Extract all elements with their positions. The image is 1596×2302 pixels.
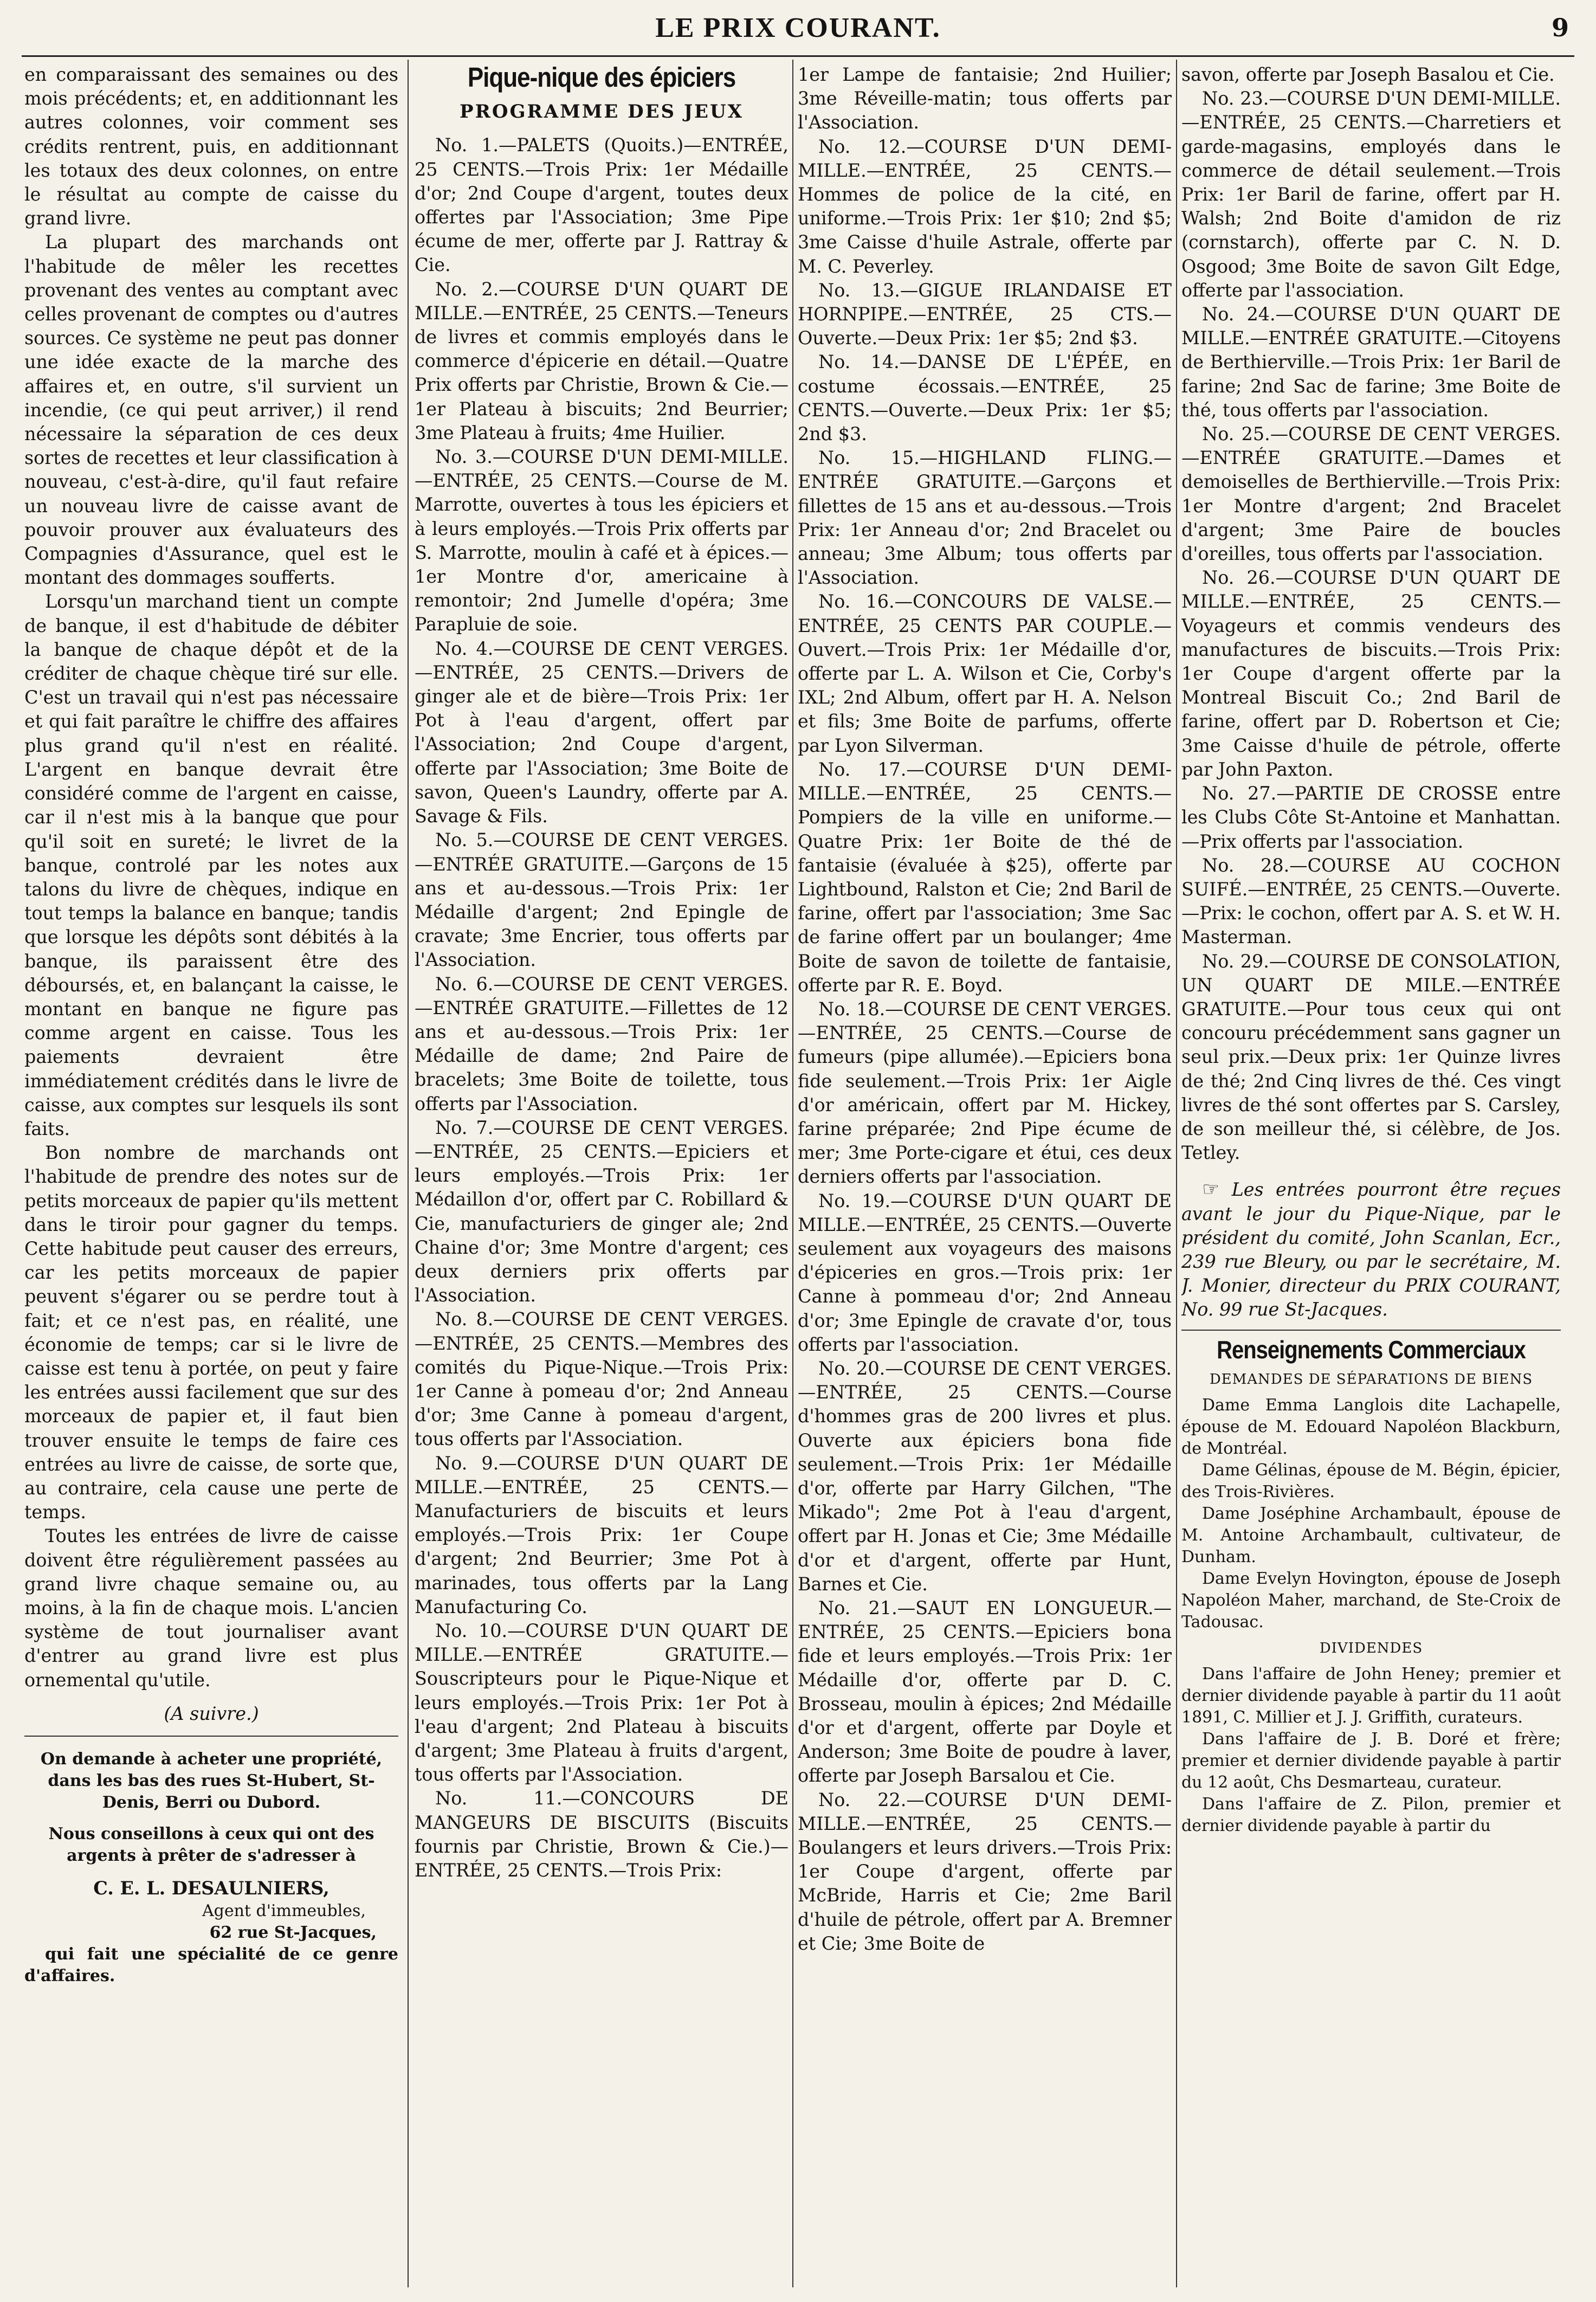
program-entry: No. 2.—COURSE D'UN QUART DE MILLE.—ENTRÉE, 25 CENTS.—Teneurs de livres et commis employés dans le commerce d'épicerie en détail.—Quatre Prix offerts par Christie, Brown & Cie.—1er Plateau à biscuits; 2nd Beurrier; 3me Plateau à fruits; 4me Huilier. [415,278,789,443]
separations-title: DEMANDES DE SÉPARATIONS DE BIENS [1209,1371,1533,1388]
program-entry: No. 12.—COURSE D'UN DEMI-MILLE.—ENTRÉE, 25 CENTS.—Hommes de police de la cité, en uniforme.—Trois Prix: 1er $10; 2nd $5; 3me Caisse d'huile Astrale, offerte par M. C. Peverley. [798,136,1172,277]
program-entry: No. 17.—COURSE D'UN DEMI-MILLE.—ENTRÉE, 25 CENTS.—Pompiers de la ville en uniforme.—Quatre Prix: 1er Boite de thé de fantaisie (évaluée à $25), offerte par Lightbound, Ralston et Cie; 2nd Baril de farine, offert par l'association; 3me Sac de farine offert par un boulanger; 4me Boite de savon de toilette de fantaisie, offerte par R. E. Boyd. [798,758,1172,996]
section-title: Renseignements Commerciaux [1217,1336,1526,1364]
program-entry: savon, offerte par Joseph Basalou et Cie. [1181,64,1555,85]
divider [1181,1330,1561,1331]
program-entry: No. 11.—CONCOURS DE MANGEURS DE BISCUITS (Biscuits fournis par Christie, Brown & Cie.)—ENTRÉE, 25 CENTS.—Trois Prix: [415,1788,789,1881]
program-entry: No. 7.—COURSE DE CENT VERGES.—ENTRÉE, 25 CENTS.—Epiciers et leurs employés.—Trois Prix: 1er Médaillon d'or, offert par C. Robillard & Cie, manufacturiers de ginger ale; 2nd Chaine d'or; 3me Montre d'argent; ces deux derniers prix offerts par l'Association. [415,1117,789,1306]
dividend-entry: Dans l'affaire de Z. Pilon, premier et dernier dividende payable à partir du [1181,1795,1561,1836]
program-entry: No. 26.—COURSE D'UN QUART DE MILLE.—ENTRÉE, 25 CENTS.—Voyageurs et commis vendeurs des manufactures de biscuits.—Trois Prix: 1er Coupe d'argent offerte par la Montreal Biscuit Co.; 2nd Baril de farine, offert par D. Robertson et Cie; 3me Caisse d'huile de pétrole, offerte par John Paxton. [1181,567,1561,780]
program-entry: No. 22.—COURSE D'UN DEMI-MILLE.—ENTRÉE, 25 CENTS.—Boulangers et leurs drivers.—Trois Prix: 1er Coupe d'argent, offerte par McBride, Harris et Cie; 2me Baril d'huile de pétrole, offert par A. Bremner et Cie; 3me Boite de [798,1789,1172,1954]
advertiser-name: C. E. L. DESAULNIERS, [93,1878,329,1899]
program-entry: No. 1.—PALETS (Quoits.)—ENTRÉE, 25 CENTS.—Trois Prix: 1er Médaille d'or; 2nd Coupe d'argent, toutes deux offertes par l'Association; 3me Pipe écume de mer, offerte par J. Rattray & Cie. [415,134,789,276]
program-entry: No. 20.—COURSE DE CENT VERGES.—ENTRÉE, 25 CENTS.—Course d'hommes gras de 200 livres et plus. Ouverte aux épiciers bona fide seulement.—Trois Prix: 1er Médaille d'or, offerte par Harry Gilchen, "The Mikado"; 2me Pot à l'eau d'argent, offert par H. Jonas et Cie; 3me Médaille d'or et d'argent, offerte par Hunt, Barnes et Cie. [798,1357,1172,1595]
notice-text: Les entrées pourront être reçues avant le jour du Pique-Nique, par le président du comité, John Scanlan, Ecr., 239 rue Bleury, ou par le secrétaire, M. J. Monier, directeur du PRIX COURANT, No. 99 rue St-Jacques. [1181,1179,1561,1320]
separation-entry: Dame Gélinas, épouse de M. Bégin, épicier, des Trois-Rivières. [1181,1460,1561,1501]
pointing-hand-icon: ☞ [1202,1178,1220,1201]
dividend-entry: Dans l'affaire de J. B. Doré et frère; premier et dernier dividende payable à partir du 12 août, Chs Desmarteau, curateur. [1181,1730,1561,1792]
program-entry: No. 24.—COURSE D'UN QUART DE MILLE.—ENTRÉE GRATUITE.—Citoyens de Berthierville.—Trois Prix: 1er Baril de farine; 2nd Sac de farine; 3me Boite de thé, tous offerts par l'association. [1181,304,1561,421]
newspaper-title: LE PRIX COURANT. [655,12,941,43]
program-entry: No. 28.—COURSE AU COCHON SUIFÉ.—ENTRÉE, 25 CENTS.—Ouverte.—Prix: le cochon, offert par A. S. et W. H. Masterman. [1181,854,1561,948]
program-entry: No. 15.—HIGHLAND FLING.—ENTRÉE GRATUITE.—Garçons et fillettes de 15 ans et au-dessous.—Trois Prix: 1er Anneau d'or; 2nd Bracelet ou anneau; 3me Album; tous offerts par l'Association. [798,447,1172,589]
dividend-entry: Dans l'affaire de John Heney; premier et dernier dividende payable à partir du 11 août 1891, C. Millier et J. J. Griffith, curateurs. [1181,1665,1561,1727]
article-paragraph: Bon nombre de marchands ont l'habitude de prendre des notes sur de petits morceaux de papier qu'ils mettent dans le tiroir pour gagner du temps. Cette habitude peut causer des erreurs, car les petits morceaux de papier peuvent s'égarer ou se perdre tout à fait; et ce n'est pas, en réalité, une économie de temps; car si le livre de caisse est tenu à portée, on peut y faire les entrées aussi facilement que sur des morceaux de papier et, il faut bien trouver ensuite le temps de faire ces entrées au livre de caisse, de sorte que, au contraire, cela cause une perte de temps. [24,1142,398,1523]
program-entry: No. 23.—COURSE D'UN DEMI-MILLE.—ENTRÉE, 25 CENTS.—Charretiers et garde-magasins, employés dans le commerce de détail seulement.—Trois Prix: 1er Baril de farine, offert par H. Walsh; 2nd Boite d'amidon de riz (cornstarch), offerte par C. N. D. Osgood; 3me Boite de savon Gilt Edge, offerte par l'association. [1181,88,1561,301]
article-paragraph: Toutes les entrées de livre de caisse doivent être régulièrement passées au grand livre chaque semaine ou, au moins, à la fin de chaque mois. L'ancien système de tout journaliser avant d'entrer au grand livre est plus ornemental qu'utile. [24,1525,398,1691]
program-entry: No. 19.—COURSE D'UN QUART DE MILLE.—ENTRÉE, 25 CENTS.—Ouverte seulement aux voyageurs des maisons d'épiceries en gros.—Trois prix: 1er Canne à pommeau d'or; 2nd Anneau d'or; 3me Epingle de cravate d'or, tous offerts par l'association. [798,1190,1172,1355]
program-entry: No. 21.—SAUT EN LONGUEUR.—ENTRÉE, 25 CENTS.—Epiciers bona fide et leurs employés.—Trois Prix: 1er Médaille d'or, offerte par D. C. Brosseau, moulin à épices; 2nd Médaille d'or et d'argent, offerte par Doyle et Anderson; 3me Boite de poudre à laver, offerte par Joseph Barsalou et Cie. [798,1597,1172,1787]
dividends-title: DIVIDENDES [1319,1640,1423,1656]
advertiser-role: Agent d'immeubles, [202,1901,366,1921]
article-paragraph: La plupart des marchands ont l'habitude de mêler les recettes provenant des ventes au comptant avec celles provenant de comptes ou d'autres sources. Ce système ne peut pas donner une idée exacte de la marche des affaires et, en outre, s'il survient un incendie, (ce qui peut arriver,) il rend nécessaire la séparation de ces deux sortes de recettes et leur classification à nouveau, c'est-à-dire, qu'il faut refaire un nouveau livre de caisse avant de pouvoir prouver aux évaluateurs des Compagnies d'Assurance, quel est le montant des dommages soufferts. [24,231,398,589]
program-entry: No. 8.—COURSE DE CENT VERGES.—ENTRÉE, 25 CENTS.—Membres des comités du Pique-Nique.—Trois Prix: 1er Canne à pomeau d'or; 2nd Anneau d'or; 3me Canne à pomeau d'argent, tous offerts par l'Association. [415,1308,789,1450]
column-4 [1181,63,1561,2280]
advertisement-loans: Nous conseillons à ceux qui ont des argents à prêter de s'adresser à [48,1824,374,1866]
program-entry: No. 3.—COURSE D'UN DEMI-MILLE.—ENTRÉE, 25 CENTS.—Course de M. Marrotte, ouvertes à tous les épiciers et à leurs employés.—Trois Prix offerts par S. Marrotte, moulin à café et à épices.—1er Montre d'or, americaine à remontoir; 2nd Jumelle d'opéra; 3me Parapluie de soie. [415,446,789,635]
program-title: PROGRAMME DES JEUX [460,101,744,123]
program-entry: No. 13.—GIGUE IRLANDAISE ET HORNPIPE.—ENTRÉE, 25 CTS.—Ouverte.—Deux Prix: 1er $5; 2nd $3. [798,279,1172,349]
column-3 [798,63,1172,2280]
column-2 [415,63,789,2280]
program-entry: No. 4.—COURSE DE CENT VERGES.—ENTRÉE, 25 CENTS.—Drivers de ginger ale et de bière—Trois Prix: 1er Pot à l'eau d'argent, offert par l'Association; 2nd Coupe d'argent, offerte par l'Association; 3me Boite de savon, Queen's Laundry, offerte par A. Savage & Fils. [415,637,789,827]
column-1 [24,63,398,2280]
column-rule [1176,60,1177,2287]
program-entry: No. 18.—COURSE DE CENT VERGES.—ENTRÉE, 25 CENTS.—Course de fumeurs (pipe allumée).—Epiciers bona fide seulement.—Trois Prix: 1er Aigle d'or américain, offert par M. Hickey, farine préparée; 2nd Pipe écume de mer; 3me Porte-cigare et étui, ces deux derniers offerts par l'association. [798,998,1172,1188]
page-number: 9 [1551,13,1569,42]
separation-entry: Dame Emma Langlois dite Lachapelle, épouse de M. Edouard Napoléon Blackburn, de Montréal. [1181,1395,1561,1458]
column-rule [792,60,793,2287]
separation-entry: Dame Evelyn Hovington, épouse de Joseph Napoléon Maher, marchand, de Ste-Croix de Tadousac. [1181,1569,1561,1632]
separation-entry: Dame Joséphine Archambault, épouse de M. Antoine Archambault, cultivateur, de Dunham. [1181,1504,1561,1566]
page-header [22,12,1574,57]
program-entry: No. 27.—PARTIE DE CROSSE entre les Clubs Côte St-Antoine et Manhattan.—Prix offerts par l'association. [1181,783,1561,852]
program-entry: No. 6.—COURSE DE CENT VERGES.—ENTRÉE GRATUITE.—Fillettes de 12 ans et au-dessous.—Trois Prix: 1er Médaille de dame; 2nd Paire de bracelets; 3me Boite de toilette, tous offerts par l'Association. [415,973,789,1114]
column-rule [408,60,409,2287]
advertisement-property: On demande à acheter une propriété, dans les bas des rues St-Hubert, St-Denis, Berri ou Dubord. [40,1750,383,1813]
article-paragraph: en comparaissant des semaines ou des mois précédents; et, en additionnant les autres colonnes, voir comment ses crédits rentrent, puis, en additionnant les totaux des deux colonnes, on entre le résultat au compte de caisse du grand livre. [24,64,398,229]
entries-notice [1181,1178,1561,1321]
program-entry: 1er Lampe de fantaisie; 2nd Huilier; 3me Réveille-matin; tous offerts par l'Association. [798,64,1172,133]
advertiser-specialty: qui fait une spécialité de ce genre d'affaires. [24,1945,398,1986]
program-entry: No. 14.—DANSE DE L'ÉPÉE, en costume écossais.—ENTRÉE, 25 CENTS.—Ouverte.—Deux Prix: 1er $5; 2nd $3. [798,351,1172,445]
divider [24,1736,398,1737]
advertiser-address: 62 rue St-Jacques, [209,1923,377,1943]
program-entry: No. 9.—COURSE D'UN QUART DE MILLE.—ENTRÉE, 25 CENTS.—Manufacturiers de biscuits et leurs employés.—Trois Prix: 1er Coupe d'argent; 2nd Beurrier; 3me Pot à marinades, tous offerts par la Lang Manufacturing Co. [415,1452,789,1617]
program-entry: No. 5.—COURSE DE CENT VERGES.—ENTRÉE GRATUITE.—Garçons de 15 ans et au-dessous.—Trois Prix: 1er Médaille d'argent; 2nd Epingle de cravate; 3me Encrier, tous offerts par l'Association. [415,829,789,971]
program-entry: No. 10.—COURSE D'UN QUART DE MILLE.—ENTRÉE GRATUITE.—Souscripteurs pour le Pique-Nique et leurs employés.—Trois Prix: 1er Pot à l'eau d'argent; 2nd Plateau à biscuits d'argent; 3me Plateau à fruits d'argent, tous offerts par l'Association. [415,1620,789,1785]
program-entry: No. 16.—CONCOURS DE VALSE.—ENTRÉE, 25 CENTS PAR COUPLE.—Ouvert.—Trois Prix: 1er Médaille d'or, offerte par L. A. Wilson et Cie, Corby's IXL; 2nd Album, offert par H. A. Nelson et fils; 3me Boite de parfums, offerte par Lyon Silverman. [798,591,1172,756]
picnic-title: Pique-nique des épiciers [467,63,736,93]
continuation-note: (A suivre.) [164,1703,259,1724]
program-entry: No. 25.—COURSE DE CENT VERGES.—ENTRÉE GRATUITE.—Dames et demoiselles de Berthierville.—Trois Prix: 1er Montre d'argent; 2nd Bracelet d'argent; 3me Paire de boucles d'oreilles, tous offerts par l'association. [1181,423,1561,565]
article-paragraph: Lorsqu'un marchand tient un compte de banque, il est d'habitude de débiter la banque de chaque dépôt et de la créditer de chaque chèque tiré sur elle. C'est un travail qui n'est pas nécessaire et qui fait paraître le chiffre des affaires plus grand qu'il n'est en réalité. L'argent en banque devrait être considéré comme de l'argent en caisse, car il n'est mis à la banque que pour qu'il soit en sureté; le livret de la banque, controlé par les notes aux talons du livre de chèques, indique en tout temps la balance en banque; tandis que lorsque les dépôts sont débités à la banque, ils paraissent être des déboursés, et, en balançant la caisse, le montant en banque ne figure pas comme argent en caisse. Tous les paiements devraient être immédiatement crédités dans le livre de caisse, aux comptes sur lesquels ils sont faits. [24,591,398,1139]
program-entry: No. 29.—COURSE DE CONSOLATION, UN QUART DE MILE.—ENTRÉE GRATUITE.—Pour tous ceux qui ont concouru précédemment sans gagner un seul prix.—Deux prix: 1er Quinze livres de thé; 2nd Cinq livres de thé. Ces vingt livres de thé sont offertes par S. Carsley, de son meilleur thé, si célèbre, de Jos. Tetley. [1181,950,1561,1164]
